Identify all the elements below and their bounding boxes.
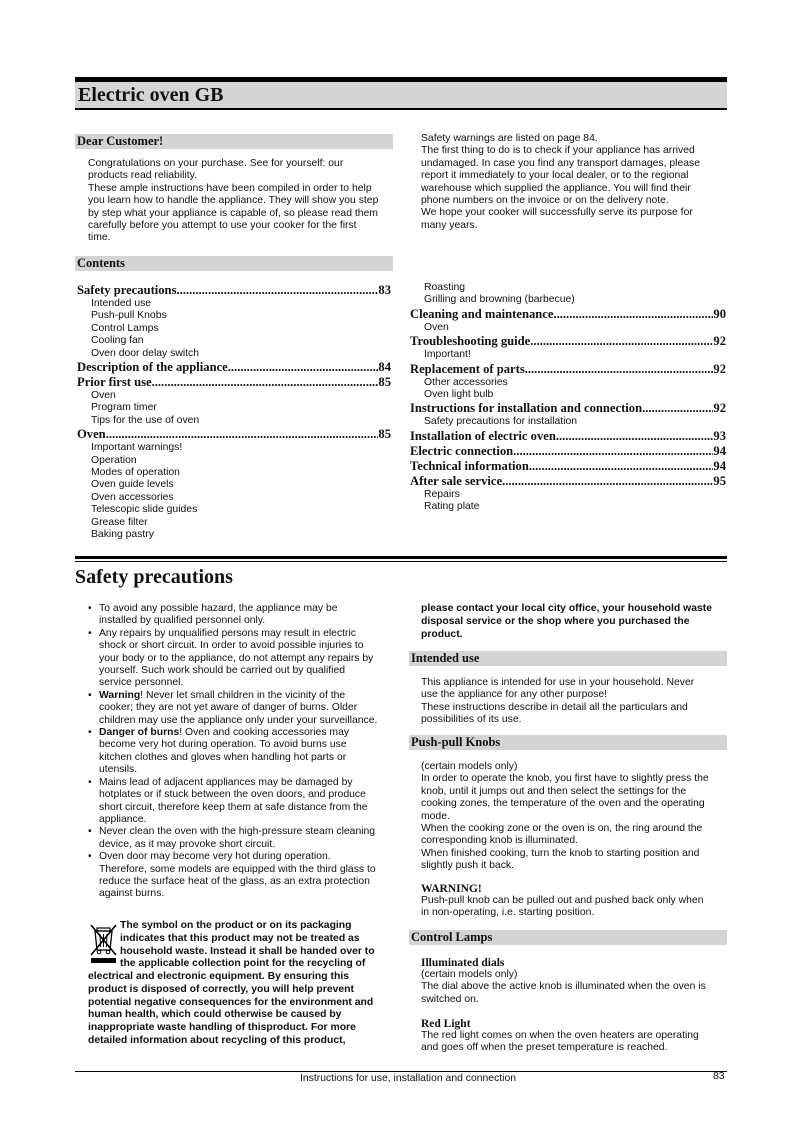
safety-bullet xyxy=(77,628,397,690)
toc-entry[interactable] xyxy=(77,427,391,442)
toc-dot-leader xyxy=(176,283,378,298)
toc-dot-leader xyxy=(228,360,379,375)
toc-entry-page: 94 xyxy=(713,443,726,458)
weee-notice-indented xyxy=(120,920,375,971)
safety-bullet-line xyxy=(99,727,397,739)
safety-bullet-line: device, as it may provoke short circuit. xyxy=(99,838,276,850)
weee-notice-continued xyxy=(421,603,712,641)
toc-dot-leader xyxy=(502,474,713,489)
contents-heading: Contents xyxy=(75,256,393,271)
toc-subentry[interactable]: Oven guide levels xyxy=(91,479,174,491)
toc-entry-title: Replacement of parts xyxy=(410,361,525,376)
section-divider xyxy=(75,556,727,562)
safety-bullet-line: yourself. Such work should be carried out by qualified xyxy=(99,665,346,677)
toc-entry-page: 92 xyxy=(713,361,726,376)
push-pull-line: mode. xyxy=(421,810,450,822)
intended-use-line: use the appliance for any other purpose! xyxy=(421,689,608,701)
red-light-title: Red Light xyxy=(421,1018,471,1030)
safety-bullet-line: your body or to the appliance, do not attempt any repairs by xyxy=(99,652,374,664)
safety-bullet-emphasis: Danger of burns xyxy=(99,727,180,739)
toc-entry-title: Electric connection xyxy=(410,443,514,458)
toc-subentry[interactable]: Oven accessories xyxy=(91,491,174,503)
toc-subentry[interactable]: Oven door delay switch xyxy=(91,347,200,359)
toc-dot-leader xyxy=(529,459,714,474)
toc-subentry[interactable]: Important! xyxy=(424,349,471,361)
safety-title: Safety precautions xyxy=(75,566,233,588)
toc-dot-leader xyxy=(152,375,379,390)
intended-use-text xyxy=(421,677,694,727)
weee-line: please contact your local city office, your household waste xyxy=(421,603,713,614)
toc-entry-title: Prior first use xyxy=(77,375,152,390)
push-pull-line: corresponding knob is illuminated. xyxy=(421,835,579,847)
safety-bullet-line: short circuit, therefore keep them at safe distance from the xyxy=(99,801,368,813)
toc-entry[interactable] xyxy=(410,444,726,459)
toc-entry[interactable] xyxy=(410,362,726,377)
toc-entry-page: 92 xyxy=(713,334,726,349)
illuminated-dials-text xyxy=(421,969,706,1006)
safety-bullet-line: reduce the surface heat of the glass, as an extra protection xyxy=(99,875,370,887)
toc-subentry[interactable]: Tips for the use of oven xyxy=(91,414,200,426)
push-pull-line: When the cooking zone or the oven is on, the ring around the xyxy=(421,823,703,835)
toc-subentry[interactable]: Modes of operation xyxy=(91,467,180,479)
illuminated-dials-title: Illuminated dials xyxy=(421,957,505,969)
safety-bullet-line: against burns. xyxy=(99,888,165,900)
push-pull-line: knob, until it jumps out and then select the settings for the xyxy=(421,785,687,797)
safety-bullet-line: • To avoid any possible hazard, the appliance may be xyxy=(99,603,338,614)
toc-entry-page: 92 xyxy=(713,401,726,416)
toc-entry-title: Oven xyxy=(77,427,106,442)
toc-entry[interactable] xyxy=(77,360,391,375)
weee-line: product. xyxy=(421,628,463,640)
toc-entry-title: Technical information xyxy=(410,458,529,473)
toc-entry-title: Safety precautions xyxy=(77,283,177,297)
safety-bullet-text: ! Never let small children in the vicinity of the xyxy=(140,689,346,701)
dear-customer-line: Congratulations on your purchase. See for yourself: our xyxy=(88,158,344,169)
toc-subentry[interactable]: Control Lamps xyxy=(91,322,159,334)
toc-entry[interactable] xyxy=(410,401,726,416)
dear-customer-line: warehouse which supplied the appliance. You will find their xyxy=(421,182,691,194)
red-light-text xyxy=(421,1030,699,1055)
dear-customer-left-text xyxy=(88,158,378,245)
toc-subentry[interactable]: Safety precautions for installation xyxy=(424,416,578,428)
weee-line: detailed information about recycling of this product, xyxy=(88,1034,346,1046)
page-number: 83 xyxy=(713,1071,725,1082)
safety-bullet-line: become very hot during operation. To avoid burns use xyxy=(99,739,347,751)
safety-bullet-text: ! Oven and cooking accessories may xyxy=(179,727,350,739)
safety-bullet-line: shock or short circuit. In order to avoid possible injuries to xyxy=(99,640,364,652)
toc-entry[interactable] xyxy=(410,334,726,349)
weee-line: The symbol on the product or on its packaging xyxy=(120,920,352,931)
toc-subentry[interactable]: Rating plate xyxy=(424,501,480,513)
toc-entry-title: Instructions for installation and connection xyxy=(410,401,643,416)
safety-bullet-line: • Mains lead of adjacent appliances may be damaged by xyxy=(99,776,353,788)
dear-customer-line: phone numbers on the invoice or on the delivery note. xyxy=(421,195,669,207)
safety-bullet xyxy=(77,603,397,628)
toc-entry-page: 93 xyxy=(713,428,726,443)
safety-bullet-list xyxy=(77,603,397,901)
red-light-line: and goes off when the preset temperature is reached. xyxy=(421,1042,668,1054)
dear-customer-line: These ample instructions have been compiled in order to help xyxy=(88,182,372,194)
toc-subentry[interactable]: Roasting xyxy=(424,282,466,293)
illuminated-dials-line: (certain models only) xyxy=(421,969,518,980)
toc-entry[interactable] xyxy=(410,307,726,322)
toc-entry-page: 95 xyxy=(713,473,726,488)
toc-dot-leader xyxy=(530,334,713,349)
toc-entry-title: Cleaning and maintenance xyxy=(410,306,554,321)
safety-bullet-line: hotplates or if stuck between the oven doors, and produce xyxy=(99,789,366,801)
toc-subentry[interactable]: Oven xyxy=(424,321,449,333)
toc-entry-page: 94 xyxy=(713,458,726,473)
safety-bullet-emphasis: Warning xyxy=(99,689,141,701)
safety-bullet xyxy=(77,727,397,777)
safety-bullet-line: utensils. xyxy=(99,764,138,776)
toc-entry-page: 83 xyxy=(378,283,391,297)
toc-subentry[interactable]: Grilling and browning (barbecue) xyxy=(424,294,575,306)
safety-bullet-line: cooker; they are not yet aware of danger of burns. Older xyxy=(99,702,358,714)
weee-line: the applicable collection point for the recycling of xyxy=(120,958,366,970)
weee-line: electrical and electronic equipment. By ensuring this xyxy=(88,971,349,982)
control-lamps-heading: Control Lamps xyxy=(409,930,727,945)
toc-dot-leader xyxy=(525,362,714,377)
safety-bullet-line xyxy=(99,690,397,702)
illuminated-dials-line: The dial above the active knob is illuminated when the oven is xyxy=(421,981,706,993)
safety-bullet-line: • Never clean the oven with the high-pressure steam cleaning xyxy=(99,826,376,838)
toc-subentry[interactable]: Important warnings! xyxy=(91,442,183,454)
dear-customer-heading: Dear Customer! xyxy=(75,134,393,149)
safety-bullet-line: service personnel. xyxy=(99,677,184,689)
toc-entry-title: Troubleshooting guide xyxy=(410,334,531,349)
toc-subentry[interactable]: Intended use xyxy=(91,298,152,309)
weee-line: potential negative consequences for the environment and xyxy=(88,996,374,1008)
toc-entry-page: 85 xyxy=(378,375,391,390)
dear-customer-line: carefully before you attempt to use your cooker for the first xyxy=(88,220,357,232)
toc-subentry[interactable]: Push-pull Knobs xyxy=(91,310,167,322)
safety-bullet-line: installed by qualified personnel only. xyxy=(99,615,266,627)
toc-dot-leader xyxy=(513,444,713,459)
weee-line: indicates that this product may not be treated as xyxy=(120,932,360,944)
dear-customer-line: products read reliability. xyxy=(88,170,197,182)
dear-customer-line: undamaged. In case you find any transport damages, please xyxy=(421,157,700,169)
safety-bullet xyxy=(77,690,397,727)
dear-customer-line: you learn how to handle the appliance. They will show you step xyxy=(88,195,379,207)
intended-use-line: possibilities of its use. xyxy=(421,714,522,726)
push-pull-heading: Push-pull Knobs xyxy=(409,735,727,750)
safety-bullet-line: • Any repairs by unqualified persons may result in electric xyxy=(99,627,357,639)
page-title: Electric oven GB xyxy=(78,84,224,106)
push-pull-warning-text xyxy=(421,895,703,920)
dear-customer-line: time. xyxy=(88,232,111,244)
push-pull-line: When finished cooking, turn the knob to starting position and xyxy=(421,847,700,859)
toc-subentry[interactable]: Operation xyxy=(91,454,137,466)
toc-entry[interactable] xyxy=(410,474,726,489)
toc-subentry[interactable]: Telescopic slide guides xyxy=(91,504,198,516)
toc-subentry[interactable]: Grease filter xyxy=(91,516,148,528)
toc-entry-page: 85 xyxy=(378,427,391,442)
push-pull-line: slightly push it back. xyxy=(421,860,514,872)
safety-bullet-line: Therefore, some models are equipped with the third glass to xyxy=(99,863,376,875)
toc-entry[interactable] xyxy=(77,283,391,298)
dear-customer-line: The first thing to do is to check if your appliance has arrived xyxy=(421,145,695,157)
dear-customer-line: by step what your appliance is capable of, so please read them xyxy=(88,207,378,219)
toc-entry[interactable] xyxy=(410,429,726,444)
toc-entry-title: Description of the appliance xyxy=(77,360,228,375)
weee-notice-full xyxy=(88,971,373,1048)
footer-rule xyxy=(75,1071,727,1072)
intended-use-heading: Intended use xyxy=(409,651,727,666)
toc-subentry[interactable]: Oven light bulb xyxy=(424,389,494,401)
toc-entry-page: 84 xyxy=(378,360,391,375)
weee-line: product is disposed of correctly, you will help prevent xyxy=(88,983,354,995)
red-light-line: The red light comes on when the oven heaters are operating xyxy=(421,1030,699,1041)
toc-subentry[interactable]: Other accessories xyxy=(424,376,508,388)
intended-use-line: These instructions describe in detail all the particulars and xyxy=(421,701,688,713)
toc-dot-leader xyxy=(642,401,713,416)
toc-dot-leader xyxy=(106,427,379,442)
toc-entry-title: After sale service xyxy=(410,473,503,488)
dear-customer-line: We hope your cooker will successfully serve its purpose for xyxy=(421,207,693,219)
toc-subentry[interactable]: Oven xyxy=(91,390,116,402)
toc-subentry[interactable]: Baking pastry xyxy=(91,529,154,541)
dear-customer-line: many years. xyxy=(421,219,478,231)
toc-dot-leader xyxy=(553,307,713,322)
weee-line: disposal service or the shop where you purchased the xyxy=(421,615,690,627)
toc-dot-leader xyxy=(556,429,714,444)
push-pull-warning-title: WARNING! xyxy=(421,883,482,895)
toc-subentry[interactable]: Cooling fan xyxy=(91,335,144,347)
illuminated-dials-line: switched on. xyxy=(421,993,479,1005)
weee-line: inappropriate waste handling of thisproduct. For more xyxy=(88,1022,356,1034)
safety-bullet xyxy=(77,826,397,851)
toc-right-column xyxy=(410,282,726,514)
crossed-out-bin-icon xyxy=(88,922,118,964)
toc-entry-title: Installation of electric oven xyxy=(410,428,556,443)
push-pull-text xyxy=(421,761,709,873)
push-pull-line: In order to operate the knob, you first have to slightly press the xyxy=(421,773,709,785)
dear-customer-right-text xyxy=(421,133,700,232)
safety-bullet-line: children may use the appliance only under your surveillance. xyxy=(99,714,378,726)
intended-use-line: This appliance is intended for use in your household. Never xyxy=(421,677,695,688)
safety-bullet-line: • Oven door may become very hot during operation. xyxy=(99,851,331,863)
push-pull-line: (certain models only) xyxy=(421,761,518,772)
toc-entry[interactable] xyxy=(77,375,391,390)
safety-bullet-line: kitchen clothes and gloves when handling hot parts or xyxy=(99,751,347,763)
page-title-band xyxy=(75,82,727,110)
footer-text: Instructions for use, installation and connection xyxy=(300,1073,517,1084)
toc-entry[interactable] xyxy=(410,459,726,474)
push-pull-line: cooking zones, the temperature of the oven and the operating xyxy=(421,798,705,810)
weee-line: household waste. Instead it shall be handed over to xyxy=(120,945,375,957)
safety-bullet xyxy=(77,851,397,901)
toc-subentry[interactable]: Repairs xyxy=(424,488,460,500)
safety-bullet-line: appliance. xyxy=(99,813,147,825)
weee-line: human health, which could otherwise be caused by xyxy=(88,1009,342,1021)
dear-customer-line: Safety warnings are listed on page 84. xyxy=(421,133,598,144)
dear-customer-line: report it immediately to your local dealer, or to the regional xyxy=(421,170,689,182)
toc-left-column xyxy=(77,283,391,542)
push-pull-warning-line: in non-operating, i.e. starting position. xyxy=(421,907,595,919)
toc-subentry[interactable]: Program timer xyxy=(91,402,157,414)
toc-entry-page: 90 xyxy=(713,306,726,321)
safety-bullet xyxy=(77,777,397,827)
push-pull-warning-line: Push-pull knob can be pulled out and pushed back only when xyxy=(421,895,704,906)
